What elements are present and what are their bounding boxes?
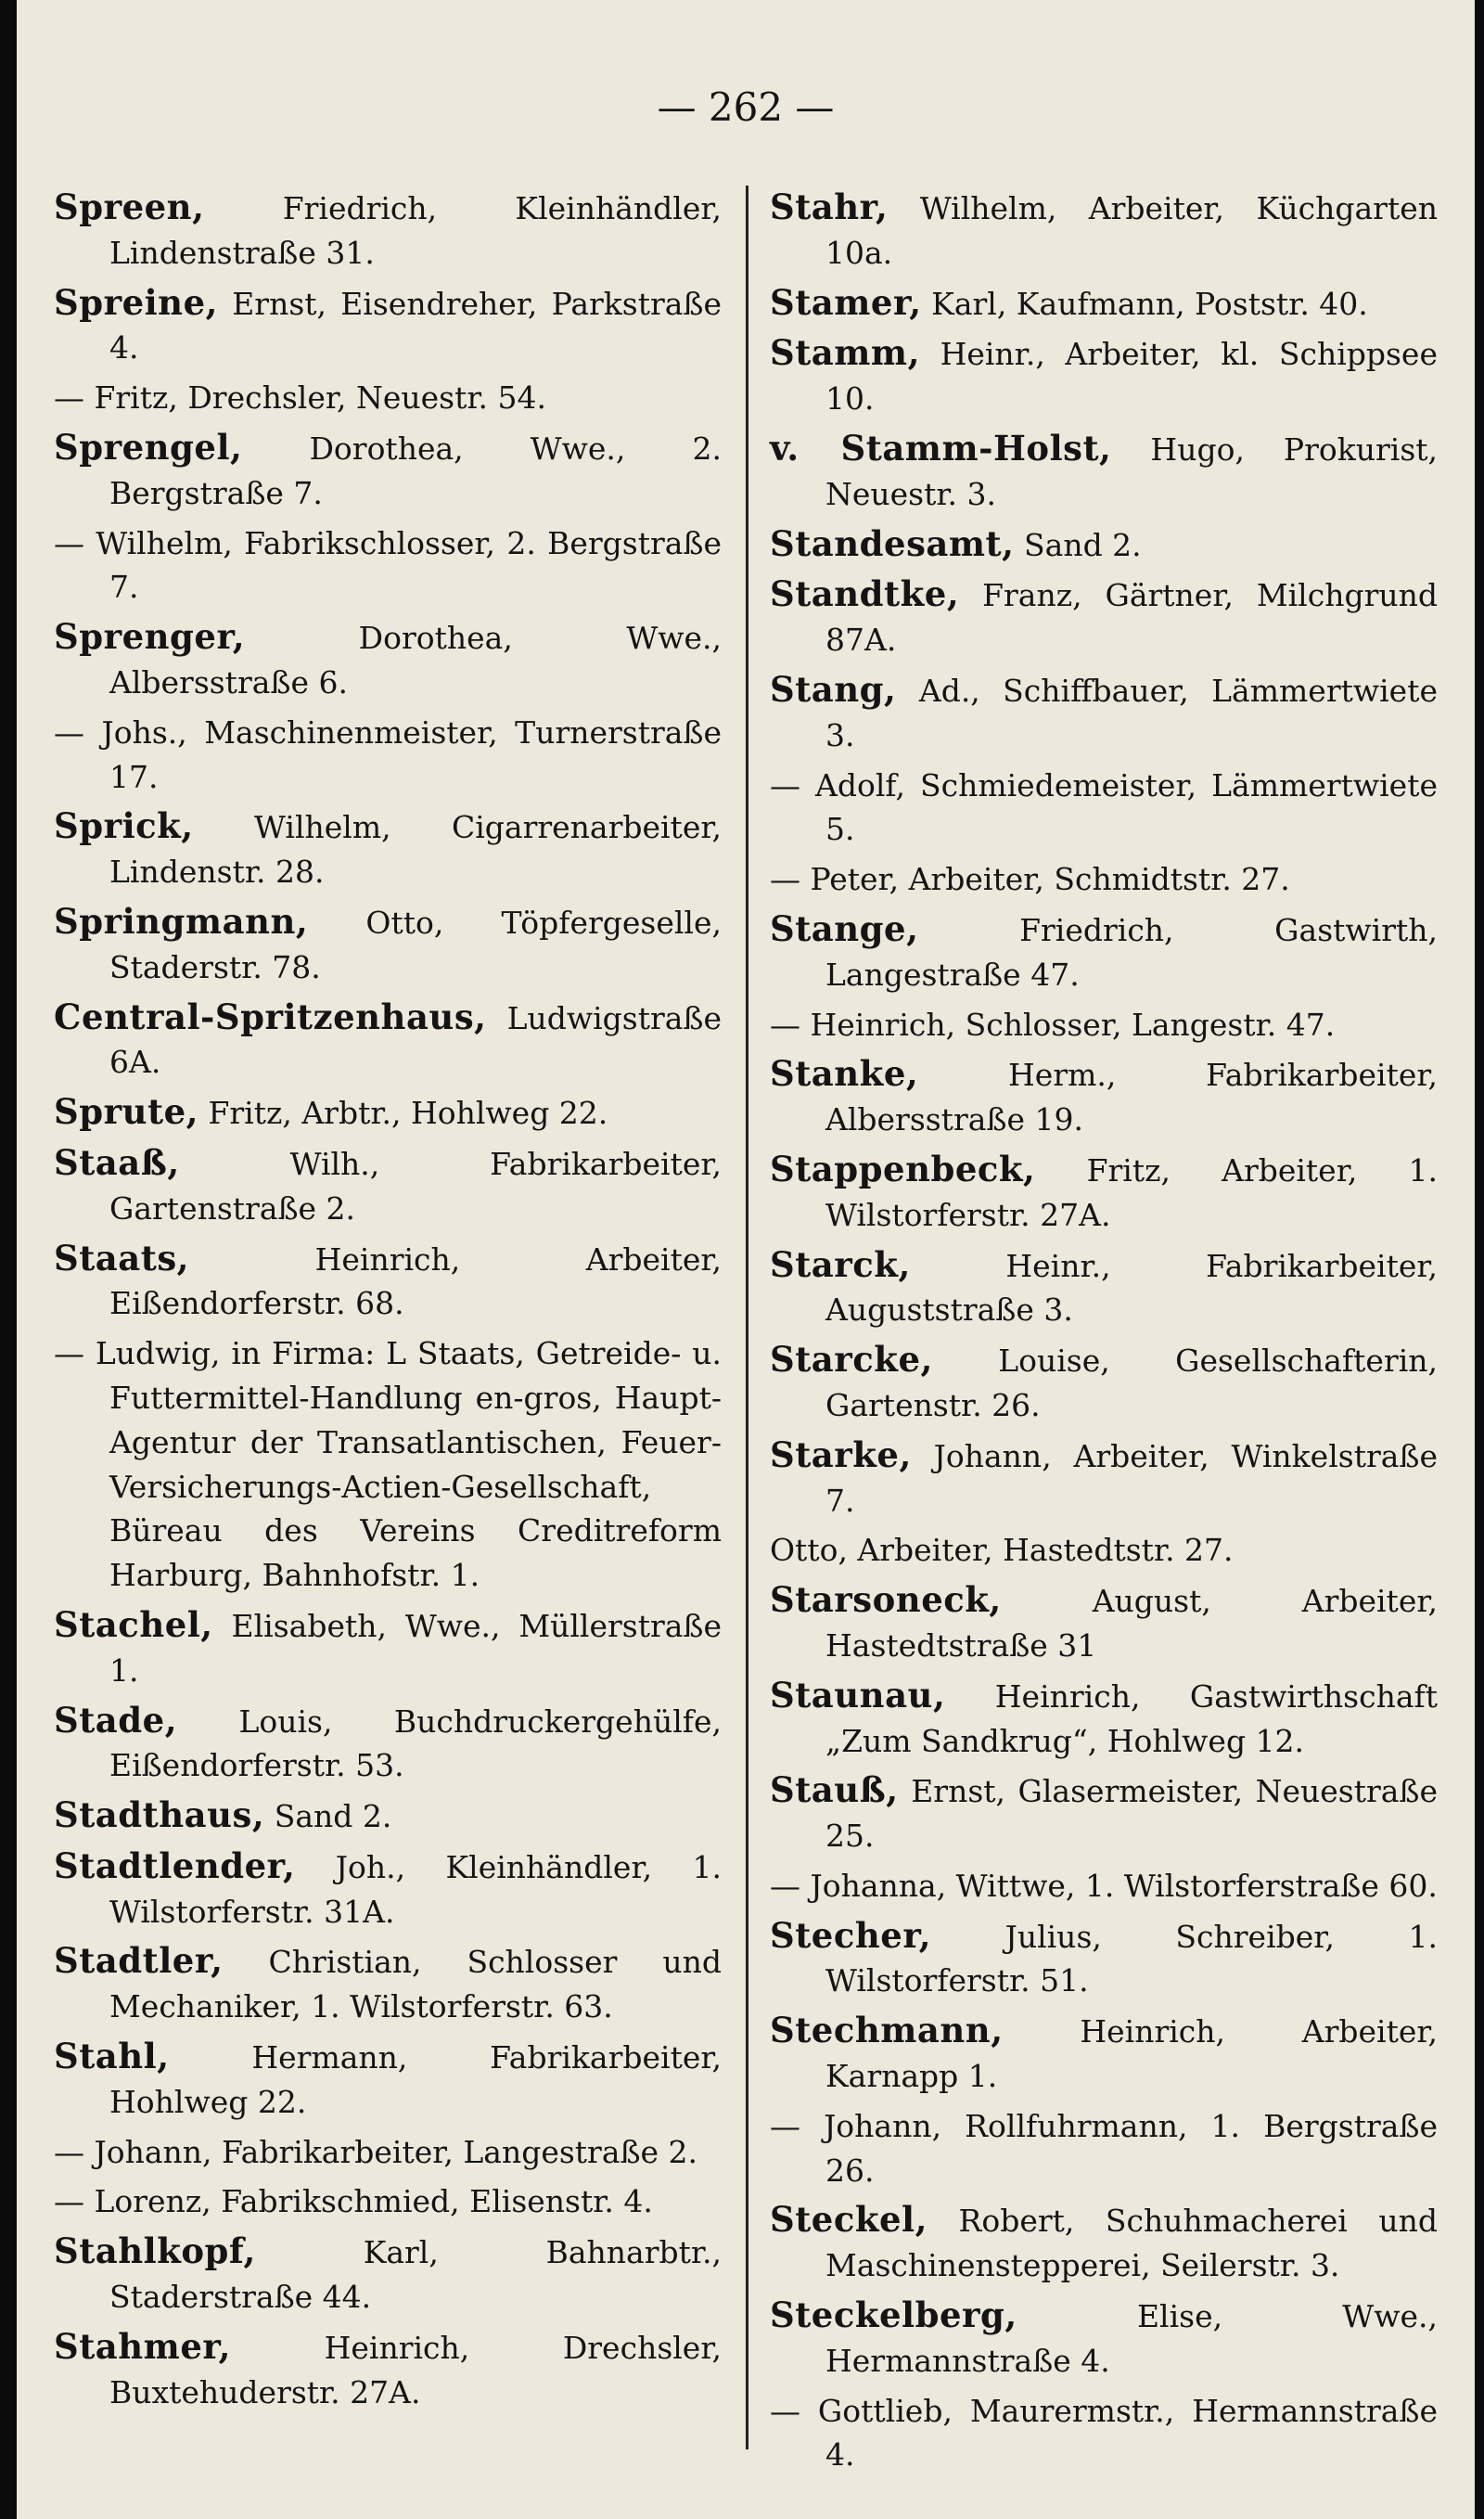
directory-entry bbox=[54, 2230, 722, 2320]
directory-entry bbox=[770, 572, 1438, 662]
entry-details: Christian, Schlosser und Mechaniker, 1. Wilstorferstr. 63. bbox=[109, 1944, 722, 2025]
entry-name: Staaß, bbox=[54, 1141, 180, 1183]
entry-details: — Lorenz, Fabrikschmied, Elisenstr. 4. bbox=[54, 2183, 653, 2220]
entry-details: Friedrich, Gastwirth, Langestraße 47. bbox=[825, 911, 1438, 993]
entry-details: Friedrich, Kleinhändler, Lindenstraße 31. bbox=[109, 190, 722, 271]
entry-name: Starck, bbox=[770, 1243, 911, 1285]
entry-name: Springmann, bbox=[54, 900, 309, 942]
entry-details: Joh., Kleinhändler, 1. Wilstorferstr. 31A. bbox=[109, 1848, 722, 1930]
directory-entry bbox=[54, 2130, 722, 2175]
directory-entry bbox=[770, 186, 1438, 276]
directory-entry bbox=[54, 186, 722, 276]
directory-entry bbox=[770, 331, 1438, 421]
entry-name: Stadtler, bbox=[54, 1940, 224, 1982]
directory-entry bbox=[770, 522, 1438, 568]
entry-details: — Wilhelm, Fabrikschlosser, 2. Bergstraße 7. bbox=[54, 524, 722, 606]
entry-name: Stade, bbox=[54, 1699, 178, 1741]
entry-details: Ludwigstraße 6A. bbox=[109, 999, 722, 1081]
entry-name: Stahlkopf, bbox=[54, 2230, 256, 2272]
entry-details: — Heinrich, Schlosser, Langestr. 47. bbox=[770, 1006, 1336, 1043]
directory-entry bbox=[770, 1768, 1438, 1858]
directory-entry bbox=[54, 521, 722, 610]
entry-details: Robert, Schuhmacherei und Maschinenstepperei, Seilerstr. 3. bbox=[825, 2203, 1438, 2284]
entry-details: — Peter, Arbeiter, Schmidtstr. 27. bbox=[770, 861, 1290, 898]
entry-details: Sand 2. bbox=[274, 1798, 392, 1835]
directory-entry bbox=[770, 1914, 1438, 2004]
directory-entry bbox=[54, 1844, 722, 1934]
entry-name: Stachel, bbox=[54, 1603, 213, 1645]
directory-entry bbox=[54, 615, 722, 705]
entry-details: Dorothea, Wwe., 2. Bergstraße 7. bbox=[109, 430, 722, 511]
entry-name: Stauß, bbox=[770, 1769, 899, 1811]
entry-details: — Ludwig, in Firma: L Staats, Getreide- u. Futtermittel-Handlung en-gros, Haupt-Agentur der Transatlantischen, Feuer-Versicherungs-Actien-Gesellschaft, Büreau des Vereins Creditreform Harburg, Bahnhofstr. 1. bbox=[54, 1335, 722, 1594]
directory-entry bbox=[54, 1603, 722, 1693]
entry-details: Wilh., Fabrikarbeiter, Gartenstraße 2. bbox=[109, 1145, 722, 1227]
directory-entry bbox=[770, 1243, 1438, 1333]
entry-name: Stahr, bbox=[770, 186, 889, 227]
entry-details: Ad., Schiffbauer, Lämmertwiete 3. bbox=[825, 672, 1438, 753]
entry-details: Herm., Fabrikarbeiter, Albersstraße 19. bbox=[825, 1057, 1438, 1138]
directory-entry bbox=[770, 1433, 1438, 1523]
directory-entry bbox=[770, 281, 1438, 327]
entry-details: — Fritz, Drechsler, Neuestr. 54. bbox=[54, 379, 546, 417]
entry-details: Hugo, Prokurist, Neuestr. 3. bbox=[825, 431, 1439, 512]
entry-name: Stadtlender, bbox=[54, 1844, 296, 1886]
entry-name: Starcke, bbox=[770, 1339, 933, 1381]
entry-details: Johann, Arbeiter, Winkelstraße 7. bbox=[825, 1437, 1438, 1519]
entry-name: Stechmann, bbox=[770, 2010, 1004, 2051]
directory-entry bbox=[770, 1003, 1438, 1047]
entry-name: Stanke, bbox=[770, 1053, 919, 1095]
entry-details: Heinrich, Arbeiter, Karnapp 1. bbox=[825, 2013, 1438, 2095]
column-divider bbox=[746, 186, 748, 2449]
directory-entry bbox=[770, 907, 1438, 997]
directory-entry bbox=[770, 668, 1438, 758]
directory-entry bbox=[770, 764, 1438, 853]
entry-name: Sprick, bbox=[54, 805, 194, 847]
entry-name: Spreen, bbox=[54, 186, 205, 227]
directory-entry bbox=[54, 2325, 722, 2415]
entry-details: Louise, Gesellschafterin, Gartenstr. 26. bbox=[825, 1343, 1438, 1423]
entry-name: Stahl, bbox=[54, 2036, 170, 2077]
entry-name: v. Stamm-Holst, bbox=[770, 427, 1112, 469]
directory-entry bbox=[770, 2389, 1438, 2478]
entry-details: Elisabeth, Wwe., Müllerstraße 1. bbox=[109, 1607, 722, 1689]
directory-entry bbox=[770, 1338, 1438, 1428]
entry-details: August, Arbeiter, Hastedtstraße 31 bbox=[825, 1583, 1438, 1664]
entry-details: Heinrich, Drechsler, Buxtehuderstr. 27A. bbox=[109, 2329, 722, 2410]
entry-name: Steckelberg, bbox=[770, 2294, 1017, 2336]
entry-details: — Adolf, Schmiedemeister, Lämmertwiete 5. bbox=[770, 766, 1438, 848]
entry-details: Julius, Schreiber, 1. Wilstorferstr. 51. bbox=[825, 1918, 1438, 1999]
directory-entry bbox=[770, 857, 1438, 902]
directory-entry bbox=[770, 1578, 1438, 1668]
entry-details: Fritz, Arbtr., Hohlweg 22. bbox=[208, 1095, 608, 1132]
directory-entry bbox=[54, 1331, 722, 1598]
entry-details: Louis, Buchdruckergehülfe, Eißendorferstr. 53. bbox=[109, 1703, 722, 1784]
directory-entry bbox=[54, 2179, 722, 2224]
directory-entry bbox=[54, 2035, 722, 2125]
directory-entry bbox=[54, 1090, 722, 1136]
directory-entry bbox=[54, 804, 722, 894]
entry-details: Heinrich, Arbeiter, Eißendorferstr. 68. bbox=[109, 1240, 722, 1322]
entry-details: Heinr., Fabrikarbeiter, Auguststraße 3. bbox=[825, 1247, 1438, 1329]
entry-details: — Johann, Fabrikarbeiter, Langestraße 2. bbox=[54, 2133, 698, 2170]
directory-entry bbox=[54, 426, 722, 516]
entry-name: Spreine, bbox=[54, 281, 219, 323]
entry-name: Staats, bbox=[54, 1237, 190, 1279]
directory-entry bbox=[54, 1237, 722, 1327]
directory-entry bbox=[54, 1939, 722, 2029]
entry-details: Heinrich, Gastwirthschaft „Zum Sandkrug“, Hohlweg 12. bbox=[825, 1677, 1438, 1759]
entry-details: — Johann, Rollfuhrmann, 1. Bergstraße 26. bbox=[770, 2107, 1438, 2189]
entry-name: Sprengel, bbox=[54, 426, 243, 468]
directory-entry bbox=[770, 1148, 1438, 1238]
entry-name: Staunau, bbox=[770, 1674, 946, 1716]
entry-name: Stamer, bbox=[770, 281, 922, 323]
right-column bbox=[770, 186, 1438, 2483]
directory-entry bbox=[770, 1528, 1438, 1573]
left-column bbox=[54, 186, 722, 2420]
entry-name: Stadthaus, bbox=[54, 1794, 265, 1836]
directory-entry bbox=[770, 2104, 1438, 2193]
entry-details: Wilhelm, Arbeiter, Küchgarten 10a. bbox=[825, 190, 1439, 271]
entry-name: Sprenger, bbox=[54, 616, 246, 658]
entry-details: Elise, Wwe., Hermannstraße 4. bbox=[825, 2298, 1438, 2379]
entry-name: Standesamt, bbox=[770, 522, 1015, 564]
directory-entry bbox=[770, 2009, 1438, 2099]
entry-details: Franz, Gärtner, Milchgrund 87A. bbox=[825, 577, 1438, 659]
entry-details: Ernst, Glasermeister, Neuestraße 25. bbox=[825, 1773, 1438, 1855]
directory-entry bbox=[54, 1793, 722, 1839]
entry-details: — Johs., Maschinenmeister, Turnerstraße 17. bbox=[54, 713, 722, 795]
directory-entry bbox=[54, 711, 722, 800]
entry-details: Otto, Arbeiter, Hastedtstr. 27. bbox=[770, 1532, 1234, 1569]
directory-entry bbox=[770, 427, 1438, 517]
directory-entry bbox=[54, 1699, 722, 1789]
entry-details: Sand 2. bbox=[1024, 526, 1142, 563]
directory-entry bbox=[54, 1141, 722, 1231]
entry-name: Stang, bbox=[770, 668, 897, 710]
directory-entry bbox=[770, 2198, 1438, 2288]
directory-entry bbox=[54, 376, 722, 420]
entry-details: Dorothea, Wwe., Albersstraße 6. bbox=[109, 620, 722, 700]
directory-entry bbox=[770, 1674, 1438, 1764]
entry-name: Steckel, bbox=[770, 2199, 928, 2241]
entry-details: Fritz, Arbeiter, 1. Wilstorferstr. 27A. bbox=[825, 1151, 1438, 1233]
directory-entry bbox=[770, 1052, 1438, 1142]
entry-name: Sprute, bbox=[54, 1091, 198, 1133]
entry-details: Karl, Bahnarbtr., Staderstraße 44. bbox=[109, 2234, 722, 2316]
directory-entry bbox=[54, 281, 722, 371]
entry-details: Wilhelm, Cigarrenarbeiter, Lindenstr. 28. bbox=[109, 809, 722, 891]
directory-entry bbox=[770, 1864, 1438, 1909]
entry-name: Starsoneck, bbox=[770, 1579, 1002, 1621]
entry-details: Heinr., Arbeiter, kl. Schippsee 10. bbox=[825, 336, 1438, 418]
entry-details: — Johanna, Wittwe, 1. Wilstorferstraße 60. bbox=[770, 1867, 1438, 1904]
directory-page bbox=[17, 0, 1475, 2519]
entry-name: Stange, bbox=[770, 907, 919, 949]
entry-details: — Gottlieb, Maurermstr., Hermannstraße 4. bbox=[770, 2392, 1438, 2474]
directory-entry bbox=[770, 2294, 1438, 2384]
entry-name: Standtke, bbox=[770, 573, 960, 615]
entry-name: Stappenbeck, bbox=[770, 1148, 1036, 1189]
directory-entry bbox=[54, 996, 722, 1086]
entry-name: Central-Spritzenhaus, bbox=[54, 996, 487, 1037]
entry-name: Starke, bbox=[770, 1433, 912, 1475]
entry-details: Ernst, Eisendreher, Parkstraße 4. bbox=[109, 285, 722, 366]
directory-entry bbox=[54, 900, 722, 990]
entry-details: Hermann, Fabrikarbeiter, Hohlweg 22. bbox=[109, 2039, 722, 2120]
entry-details: Otto, Töpfergeselle, Staderstr. 78. bbox=[109, 904, 722, 985]
entry-name: Stahmer, bbox=[54, 2325, 232, 2367]
entry-details: Karl, Kaufmann, Poststr. 40. bbox=[931, 285, 1368, 322]
entry-name: Stecher, bbox=[770, 1914, 932, 1956]
entry-name: Stamm, bbox=[770, 332, 920, 374]
page-number: — 262 — bbox=[657, 84, 835, 130]
